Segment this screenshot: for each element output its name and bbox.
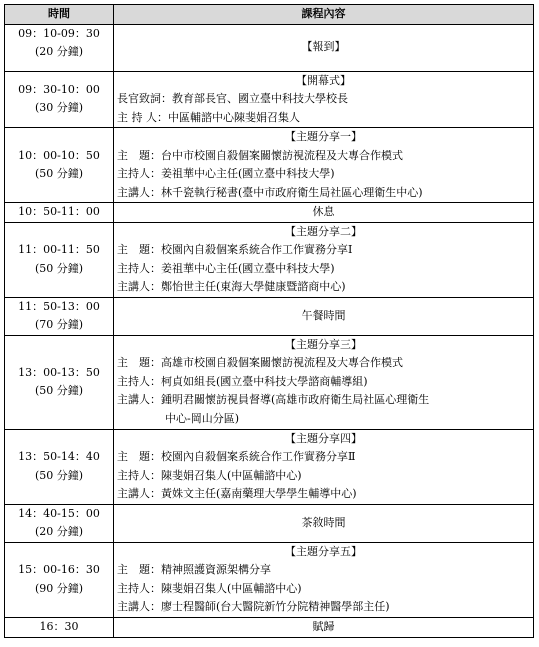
time-range: 11：50-13：00	[18, 299, 100, 313]
time-cell	[5, 71, 114, 128]
speaker-line-cont: 中心-岡山分區)	[165, 411, 240, 425]
session-title: 賦歸	[312, 619, 335, 633]
session-title: 茶敘時間	[301, 515, 346, 529]
time-cell	[5, 297, 114, 335]
session-title: 【主題分享三】	[285, 337, 362, 351]
time-cell	[5, 203, 114, 223]
agenda-table	[4, 4, 534, 638]
time-range: 14：40-15：00	[18, 506, 100, 520]
host-line: 主持人：陳斐娟召集人(中區輔諮中心)	[117, 581, 302, 595]
agenda-row	[5, 617, 534, 637]
host-line: 主持人：陳斐娟召集人(中區輔諮中心)	[117, 468, 302, 482]
duration: (20 分鐘)	[34, 45, 84, 58]
speaker-line: 主講人：黃姝文主任(嘉南藥理大學學生輔導中心)	[117, 487, 357, 500]
time-range: 13：00-13：50	[18, 365, 100, 379]
agenda-row	[5, 203, 534, 223]
time-range: 16：30	[39, 619, 79, 633]
duration: (70 分鐘)	[34, 318, 84, 331]
session-title: 【主題分享一】	[285, 130, 362, 143]
topic-line: 主 題：台中市校園自殺個案關懷訪視流程及大專合作模式	[117, 148, 403, 162]
session-title: 午餐時間	[301, 308, 346, 322]
time-range: 09：10-09：30	[18, 26, 100, 40]
agenda-row	[5, 504, 534, 542]
speaker-line: 主講人：鄭怡世主任(東海大學健康暨諮商中心)	[117, 280, 346, 293]
content-cell	[114, 71, 534, 128]
content-cell	[114, 335, 534, 429]
content-cell	[114, 297, 534, 335]
topic-line: 主 題：校園內自殺個案系統合作工作實務分享Ⅱ	[117, 450, 356, 463]
content-cell	[114, 203, 534, 223]
time-cell	[5, 617, 114, 637]
agenda-row	[5, 222, 534, 297]
content-cell	[114, 542, 534, 617]
agenda-row	[5, 335, 534, 429]
duration: (50 分鐘)	[34, 468, 84, 482]
host-line: 主持人：姜祖華中心主任(國立臺中科技大學)	[117, 167, 335, 180]
duration: (90 分鐘)	[34, 581, 84, 595]
duration: (50 分鐘)	[34, 261, 84, 275]
agenda-row	[5, 128, 534, 203]
time-range: 10：00-10：50	[18, 148, 100, 162]
content-cell	[114, 128, 534, 203]
time-range: 10：50-11：00	[18, 205, 100, 218]
time-range: 13：50-14：40	[18, 450, 100, 463]
time-header: 時間	[5, 5, 114, 25]
duration: (50 分鐘)	[34, 384, 84, 397]
topic-line: 主 題：校園內自殺個案系統合作工作實務分享Ⅰ	[117, 243, 353, 256]
session-title: 【主題分享二】	[285, 224, 362, 238]
session-title: 【報到】	[301, 40, 346, 54]
time-cell	[5, 335, 114, 429]
host-line: 主持人：柯貞如組長(國立臺中科技大學諮商輔導組)	[117, 374, 368, 388]
agenda-row	[5, 297, 534, 335]
detail-line: 長官致詞：教育部長官、國立臺中科技大學校長	[117, 92, 348, 105]
content-header: 課程內容	[114, 5, 534, 25]
agenda-row	[5, 429, 534, 504]
content-cell	[114, 222, 534, 297]
duration: (50 分鐘)	[34, 167, 84, 180]
speaker-line: 主講人：鍾明君關懷訪視員督導(高雄市政府衛生局社區心理衛生	[117, 393, 430, 406]
time-cell	[5, 429, 114, 504]
speaker-line: 主講人：廖士程醫師(台大醫院新竹分院精神醫學部主任)	[117, 600, 390, 613]
time-range: 15：00-16：30	[18, 563, 100, 576]
session-title: 休息	[312, 205, 335, 218]
detail-line: 主 持 人：中區輔諮中心陳斐娟召集人	[117, 110, 300, 124]
host-line: 主持人：姜祖華中心主任(國立臺中科技大學)	[117, 261, 335, 275]
header-row	[5, 5, 534, 25]
time-range: 11：00-11：50	[18, 243, 100, 256]
session-title: 【主題分享五】	[285, 544, 362, 558]
agenda-row	[5, 542, 534, 617]
agenda-row	[5, 24, 534, 71]
duration: (30 分鐘)	[34, 101, 84, 115]
time-cell	[5, 222, 114, 297]
session-title: 【開幕式】	[296, 73, 351, 87]
time-range: 09：30-10：00	[18, 82, 100, 96]
time-cell	[5, 128, 114, 203]
duration: (20 分鐘)	[34, 525, 84, 538]
speaker-line: 主講人：林千瓷執行秘書(臺中市政府衛生局社區心理衛生中心)	[117, 185, 423, 199]
time-cell	[5, 24, 114, 71]
session-title: 【主題分享四】	[285, 431, 362, 445]
content-cell	[114, 429, 534, 504]
topic-line: 主 題：高雄市校園自殺個案關懷訪視流程及大專合作模式	[117, 356, 403, 369]
content-cell	[114, 24, 534, 71]
content-cell	[114, 504, 534, 542]
topic-line: 主 題：精神照護資源架構分享	[117, 563, 271, 576]
time-cell	[5, 542, 114, 617]
content-cell	[114, 617, 534, 637]
agenda-row	[5, 71, 534, 128]
time-cell	[5, 504, 114, 542]
